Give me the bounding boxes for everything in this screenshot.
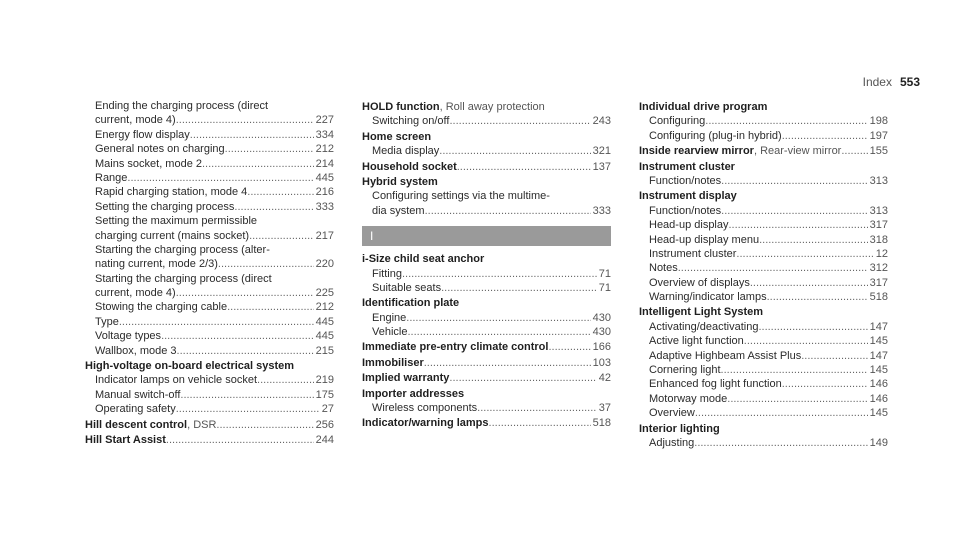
entry-page-number: 12 (875, 247, 888, 260)
entry-page-number: 217 (315, 229, 334, 242)
index-subentry (362, 325, 611, 339)
entry-text: Enhanced fog light function (649, 378, 782, 391)
entry-title: Instrument cluster (639, 160, 735, 173)
entry-text: nating current, mode 2/3) (95, 258, 218, 271)
entry-title: HOLD function (362, 101, 440, 113)
leader-dots (439, 144, 590, 158)
entry-text: Media display (372, 145, 440, 158)
index-subentry (85, 388, 334, 402)
entry-text: Ending the charging process (direct (95, 100, 269, 112)
leader-dots (678, 261, 868, 275)
leader-dots (736, 247, 873, 261)
entry-text: Instrument cluster (649, 247, 737, 260)
page-header (710, 75, 920, 89)
index-subentry (639, 377, 888, 391)
entry-text: Cornering light (649, 364, 721, 377)
entry-text: Function/notes (649, 174, 722, 187)
entry-text: Overview of displays (649, 276, 750, 289)
leader-dots (744, 334, 868, 348)
entry-page-number: 198 (869, 115, 888, 128)
entry-text: Voltage types (95, 330, 162, 343)
index-subentry (85, 286, 334, 300)
index-subentry (85, 344, 334, 358)
index-subentry (85, 142, 334, 156)
index-subentry (639, 392, 888, 406)
leader-dots (218, 257, 314, 271)
index-entry (362, 296, 611, 310)
index-subentry (85, 99, 334, 113)
entry-text: Motorway mode (649, 392, 728, 405)
page-number: 553 (899, 75, 920, 89)
leader-dots (225, 142, 314, 156)
index-entry (362, 371, 611, 385)
entry-page-number: 518 (592, 417, 611, 430)
index-subentry (85, 229, 334, 243)
entry-text: Switching on/off (372, 115, 450, 128)
leader-dots (727, 392, 867, 406)
index-subentry (85, 315, 334, 329)
index-entry (85, 433, 334, 447)
entry-page-number: 166 (592, 341, 611, 354)
index-subentry (639, 261, 888, 275)
entry-text: Mains socket, mode 2 (95, 157, 202, 170)
leader-dots (247, 185, 313, 199)
entry-text: Function/notes (649, 204, 722, 217)
index-subentry (639, 334, 888, 348)
index-subentry (85, 402, 334, 416)
entry-text: Fitting (372, 267, 402, 280)
index-subentry (639, 114, 888, 128)
entry-page-number: 333 (592, 204, 611, 217)
entry-page-number: 215 (315, 344, 334, 357)
entry-title: Hill descent control (85, 418, 188, 431)
entry-text: Wallbox, mode 3 (95, 344, 177, 357)
entry-text: Indicator lamps on vehicle socket (95, 374, 258, 387)
entry-text: Rapid charging station, mode 4 (95, 186, 248, 199)
leader-dots (406, 311, 590, 325)
entry-page-number: 27 (321, 403, 334, 416)
leader-dots (548, 340, 590, 354)
entry-page-number: 145 (869, 407, 888, 420)
entry-title: Household socket (362, 160, 457, 173)
leader-dots (180, 388, 313, 402)
entry-page-number: 445 (315, 171, 334, 184)
leader-dots (190, 128, 314, 142)
index-entry (362, 175, 611, 189)
index-subentry (85, 329, 334, 343)
index-subentry (362, 267, 611, 281)
entry-page-number: 175 (315, 388, 334, 401)
section-label: Index (862, 75, 892, 89)
entry-text: current, mode 4) (95, 114, 176, 127)
index-subentry (362, 144, 611, 158)
entry-text: Configuring (649, 115, 706, 128)
index-subentry (85, 128, 334, 142)
entry-title: High-voltage on-board electrical system (85, 360, 295, 373)
entry-text: Setting the charging process (95, 200, 235, 213)
entry-page-number: 216 (315, 186, 334, 199)
entry-page-number: 71 (598, 267, 611, 280)
entry-text: current, mode 4) (95, 287, 176, 300)
index-column-1 (85, 99, 334, 447)
entry-text: Manual switch-off (95, 388, 181, 401)
entry-text: Notes (649, 262, 678, 275)
entry-page-number: 42 (598, 372, 611, 385)
entry-page-number: 321 (592, 145, 611, 158)
index-column-3 (639, 99, 888, 450)
leader-dots (161, 329, 314, 343)
index-subentry (362, 189, 611, 203)
entry-page-number: 445 (315, 330, 334, 343)
entry-text: Adjusting (649, 436, 695, 449)
leader-dots (234, 200, 313, 214)
entry-title: Implied warranty (362, 372, 450, 385)
index-entry (362, 356, 611, 370)
entry-page-number: 149 (869, 436, 888, 449)
entry-page-number: 212 (315, 301, 334, 314)
entry-page-number: 312 (869, 262, 888, 275)
leader-dots (166, 433, 314, 447)
index-subentry (362, 204, 611, 218)
entry-page-number: 145 (869, 364, 888, 377)
index-subentry (85, 214, 334, 228)
entry-page-number: 227 (315, 114, 334, 127)
entry-page-number: 333 (315, 200, 334, 213)
index-entry (362, 160, 611, 174)
entry-text: Type (95, 315, 119, 328)
entry-title: Immediate pre-entry climate control (362, 341, 549, 354)
leader-dots (729, 218, 868, 232)
index-entry (639, 189, 888, 203)
index-subentry (639, 218, 888, 232)
index-subentry (85, 300, 334, 314)
index-entry (362, 100, 611, 114)
index-subentry (85, 171, 334, 185)
leader-dots (449, 114, 590, 128)
entry-text: Stowing the charging cable (95, 301, 228, 314)
entry-page-number: 317 (869, 219, 888, 232)
index-entry (85, 359, 334, 373)
entry-text: Suitable seats (372, 281, 442, 294)
entry-title: Importer addresses (362, 387, 465, 400)
entry-text: General notes on charging (95, 143, 225, 156)
leader-dots (249, 229, 314, 243)
leader-dots (407, 325, 590, 339)
entry-page-number: 214 (315, 157, 334, 170)
leader-dots (477, 401, 597, 415)
entry-page-number: 146 (869, 392, 888, 405)
leader-dots (202, 157, 314, 171)
entry-page-number: 145 (869, 335, 888, 348)
leader-dots (227, 300, 314, 314)
index-column-2 (362, 99, 611, 431)
entry-text: dia system (372, 204, 425, 217)
entry-page-number: 334 (315, 128, 334, 141)
leader-dots (721, 174, 867, 188)
entry-text: Wireless components (372, 402, 478, 415)
index-entry (362, 387, 611, 401)
entry-title: Inside rearview mirror (639, 145, 754, 158)
leader-dots (694, 436, 867, 450)
index-subentry (85, 257, 334, 271)
index-subentry (639, 204, 888, 218)
entry-text: Vehicle (372, 326, 408, 339)
index-subentry (639, 247, 888, 261)
leader-dots (705, 114, 867, 128)
leader-dots (750, 276, 868, 290)
index-letter-heading: I (362, 226, 611, 246)
entry-text: Active light function (649, 335, 744, 348)
entry-page-number: 71 (598, 281, 611, 294)
index-subentry (639, 436, 888, 450)
entry-title: Hybrid system (362, 175, 438, 188)
leader-dots (176, 286, 314, 300)
leader-dots (782, 129, 868, 143)
leader-dots (489, 416, 591, 430)
entry-page-number: 313 (869, 174, 888, 187)
leader-dots (177, 344, 314, 358)
leader-dots (127, 171, 313, 185)
index-subentry (639, 233, 888, 247)
index-entry (362, 340, 611, 354)
entry-text: Head-up display menu (649, 233, 760, 246)
entry-text: Overview (649, 407, 695, 420)
index-subentry (639, 290, 888, 304)
entry-text: Operating safety (95, 403, 176, 416)
index-subentry (85, 272, 334, 286)
leader-dots (695, 406, 868, 420)
entry-page-number: 445 (315, 315, 334, 328)
leader-dots (176, 402, 320, 416)
index-subentry (639, 363, 888, 377)
entry-page-number: 197 (869, 129, 888, 142)
entry-reference: , DSR (187, 418, 217, 431)
leader-dots (176, 113, 314, 127)
entry-title: Hill Start Assist (85, 433, 166, 446)
entry-page-number: 518 (869, 291, 888, 304)
index-subentry (85, 113, 334, 127)
leader-dots (759, 233, 868, 247)
entry-page-number: 147 (869, 349, 888, 362)
index-subentry (85, 200, 334, 214)
entry-page-number: 430 (592, 326, 611, 339)
leader-dots (424, 356, 591, 370)
entry-text: Adaptive Highbeam Assist Plus (649, 349, 802, 362)
index-entry (362, 416, 611, 430)
index-subentry (85, 157, 334, 171)
index-subentry (639, 129, 888, 143)
entry-title: Identification plate (362, 297, 460, 310)
entry-text: Warning/indicator lamps (649, 291, 767, 304)
leader-dots (767, 290, 868, 304)
index-entry (639, 160, 888, 174)
entry-page-number: 219 (315, 374, 334, 387)
entry-text: Starting the charging process (direct (95, 272, 272, 285)
entry-title: Immobiliser (362, 356, 424, 369)
leader-dots (216, 418, 313, 432)
index-subentry (362, 401, 611, 415)
entry-page-number: 147 (869, 320, 888, 333)
index-entry (639, 144, 888, 158)
leader-dots (425, 204, 591, 218)
index-entry (639, 305, 888, 319)
entry-page-number: 256 (315, 418, 334, 431)
index-subentry (85, 373, 334, 387)
entry-text: Starting the charging process (alter- (95, 243, 270, 256)
leader-dots (457, 160, 591, 174)
entry-text: Energy flow display (95, 128, 190, 141)
entry-page-number: 317 (869, 276, 888, 289)
entry-page-number: 212 (315, 143, 334, 156)
entry-text: charging current (mains socket) (95, 229, 250, 242)
entry-text: Activating/deactivating (649, 320, 759, 333)
entry-page-number: 155 (869, 145, 888, 158)
entry-text: Engine (372, 311, 407, 324)
entry-title: Indicator/warning lamps (362, 417, 489, 430)
index-subentry (639, 276, 888, 290)
entry-page-number: 313 (869, 204, 888, 217)
leader-dots (841, 144, 867, 158)
entry-page-number: 318 (869, 233, 888, 246)
entry-page-number: 430 (592, 311, 611, 324)
index-entry (362, 130, 611, 144)
entry-title: Home screen (362, 130, 432, 143)
index-entry (362, 252, 611, 266)
entry-text: Configuring settings via the multime- (372, 190, 550, 203)
entry-page-number: 146 (869, 378, 888, 391)
entry-title: Individual drive program (639, 101, 768, 113)
index-subentry (639, 349, 888, 363)
entry-page-number: 220 (315, 258, 334, 271)
entry-title: Intelligent Light System (639, 306, 764, 319)
leader-dots (758, 320, 867, 334)
index-subentry (639, 174, 888, 188)
leader-dots (257, 373, 314, 387)
index-entry (639, 422, 888, 436)
entry-page-number: 244 (315, 433, 334, 446)
entry-page-number: 37 (598, 402, 611, 415)
index-subentry (362, 114, 611, 128)
leader-dots (721, 204, 867, 218)
index-subentry (85, 243, 334, 257)
entry-title: i-Size child seat anchor (362, 253, 485, 266)
leader-dots (449, 371, 596, 385)
leader-dots (119, 315, 314, 329)
entry-page-number: 103 (592, 356, 611, 369)
index-subentry (639, 320, 888, 334)
leader-dots (441, 281, 597, 295)
index-subentry (639, 406, 888, 420)
entry-reference: , Roll away protection (439, 101, 545, 113)
entry-text: Configuring (plug-in hybrid) (649, 129, 782, 142)
entry-title: Interior lighting (639, 422, 720, 435)
index-entry (639, 100, 888, 114)
entry-text: Setting the maximum permissible (95, 215, 258, 228)
entry-reference: , Rear-view mirror (753, 145, 842, 158)
leader-dots (801, 349, 867, 363)
leader-dots (402, 267, 597, 281)
entry-page-number: 243 (592, 115, 611, 128)
index-entry (85, 418, 334, 432)
index-subentry (85, 185, 334, 199)
index-subentry (362, 281, 611, 295)
leader-dots (721, 363, 868, 377)
entry-page-number: 137 (592, 160, 611, 173)
entry-title: Instrument display (639, 190, 737, 203)
index-subentry (362, 311, 611, 325)
entry-text: Head-up display (649, 219, 729, 232)
entry-text: Range (95, 171, 128, 184)
entry-page-number: 225 (315, 287, 334, 300)
leader-dots (782, 377, 868, 391)
